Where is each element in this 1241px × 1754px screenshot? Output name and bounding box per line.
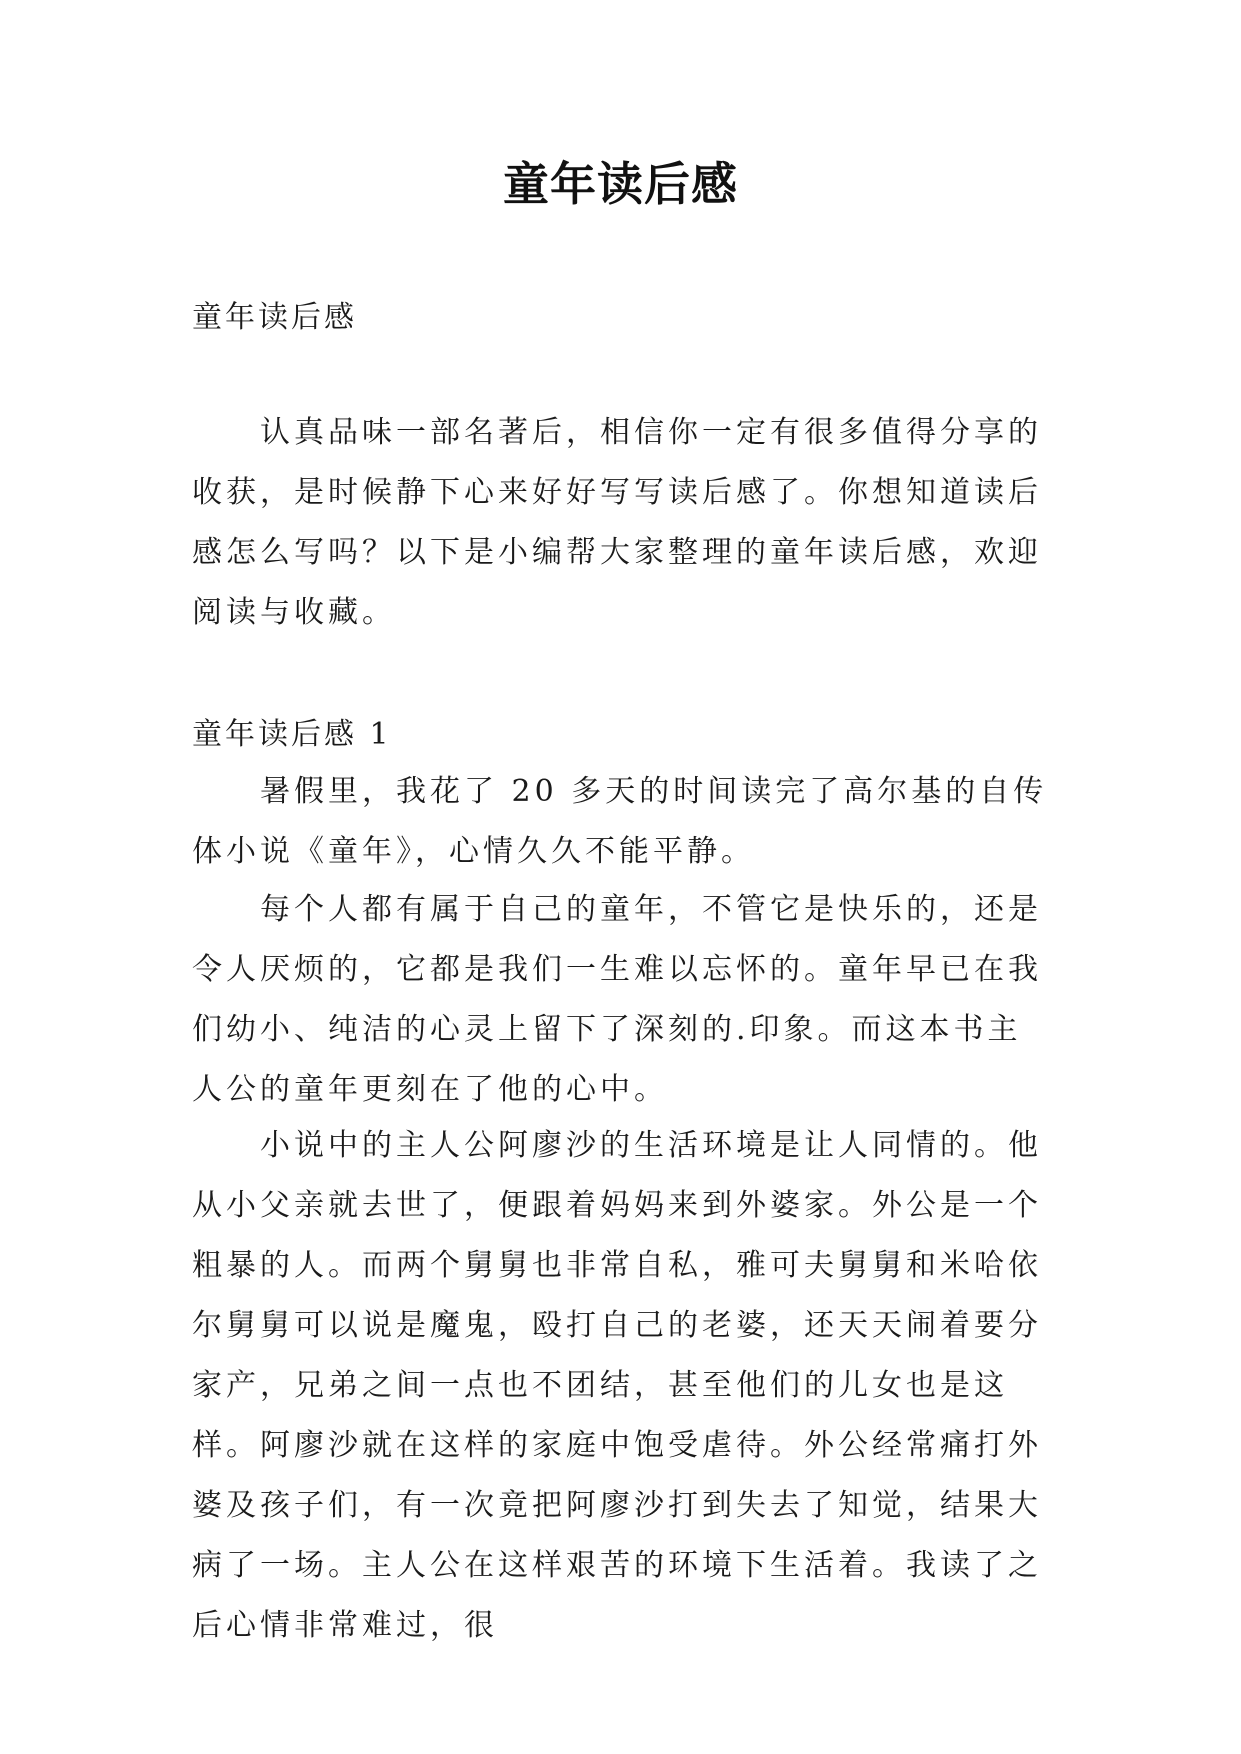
intro-paragraph: 认真品味一部名著后，相信你一定有很多值得分享的收获，是时候静下心来好好写写读后感了。你想知道读后感怎么写吗？以下是小编帮大家整理的童年读后感，欢迎阅读与收藏。 <box>192 415 1042 630</box>
body-paragraph: 暑假里，我花了 20 多天的时间读完了高尔基的自传体小说《童年》，心情久久不能平静。 <box>192 774 1048 869</box>
document-subtitle: 童年读后感 <box>192 300 357 335</box>
body-paragraph: 每个人都有属于自己的童年，不管它是快乐的，还是令人厌烦的，它都是我们一生难以忘怀的。童年早已在我们幼小、纯洁的心灵上留下了深刻的.印象。而这本书主人公的童年更刻在了他的心中。 <box>192 892 1042 1107</box>
section-heading: 童年读后感 1 <box>192 717 392 752</box>
document-title: 童年读后感 <box>503 157 738 211</box>
body-paragraph: 小说中的主人公阿廖沙的生活环境是让人同情的。他从小父亲就去世了，便跟着妈妈来到外婆家。外公是一个粗暴的人。而两个舅舅也非常自私，雅可夫舅舅和米哈依尔舅舅可以说是魔鬼，殴打自己的老婆，还天天闹着要分家产，兄弟之间一点也不团结，甚至他们的儿女也是这样。阿廖沙就在这样的家庭中饱受虐待。外公经常痛打外婆及孩子们，有一次竟把阿廖沙打到失去了知觉，结果大病了一场。主人公在这样艰苦的环境下生活着。我读了之后心情非常难过，很 <box>192 1128 1042 1643</box>
